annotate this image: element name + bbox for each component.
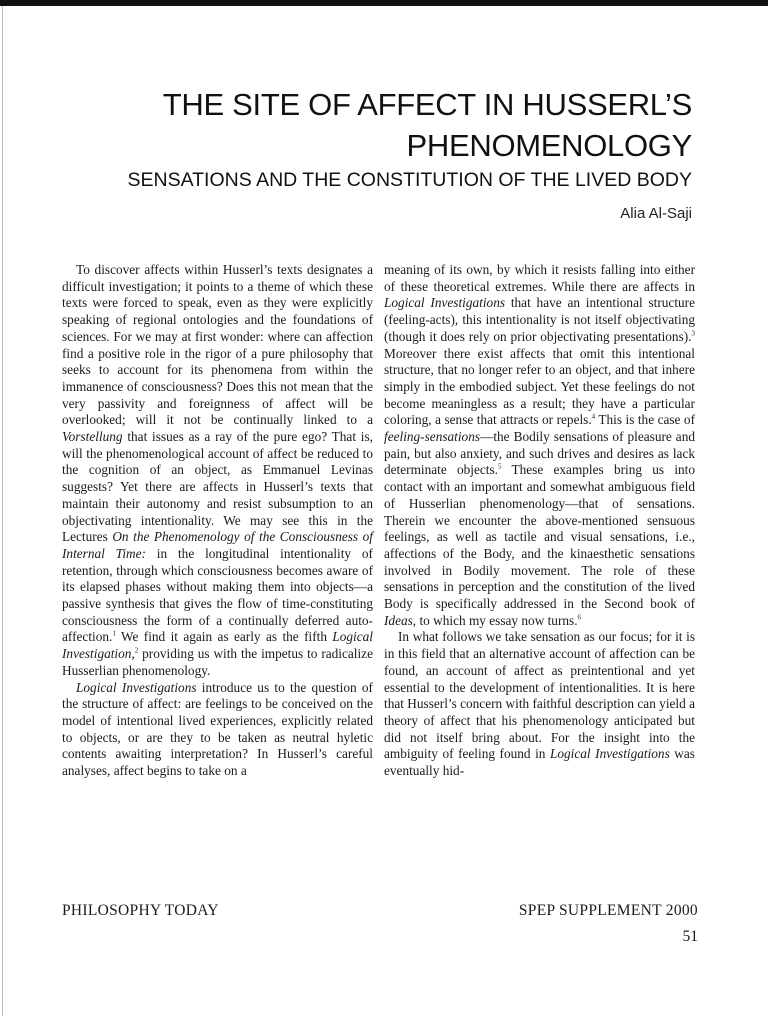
- article-title: [92, 84, 692, 166]
- left-column: [62, 262, 373, 780]
- footnote-marker: 5: [498, 463, 502, 472]
- paragraph: In what follows we take sensation as our focus; for it is in this field that an alternative account of affection can be found, an account of affect as preintentional and yet essential to the development of intentionalities. It is here that Husserl’s concern with faithful description can yield a theory of affect that his phenomenology anticipated but did not itself bring about. For the insight into the ambiguity of feeling found in Logical Investigations was eventually hid-: [384, 629, 695, 779]
- footnote-marker: 6: [577, 613, 582, 622]
- paragraph: meaning of its own, by which it resists falling into either of these theoretical extremes. While there are affects in Logical Investigations that have an intentional structure (feeling-acts), this intentionality is not itself objectivating (though it does rely on prior objectivating presentations).$^3$ Moreover there exist affects that omit this intentional structure, that no longer refer to an object, and that inhere simply in the embodied subject. Yet these feelings do not become meaningless as a result; they have a particular coloring, a sense that attracts or repels.$^4$ This is the case of feeling-sensations—the Bodily sensations of pleasure and pain, but also anxiety, and such drives and desires as lack determinate objects.$^5$ These examples bring us into contact with an important and somewhat ambiguous field of Husserlian phenomenology—that of sensations. Therein we encounter the above-mentioned sensuous feelings, as well as tactile and visual sensations, i.e., affections of the Body, and the kinaesthetic sensations involved in Bodily movement. The role of these sensations in perception and the constitution of the lived Body is specifically addressed in the Second book of Ideas, to which my essay now turns.$^6$: [384, 262, 696, 628]
- author-name: Alia Al-Saji: [620, 205, 692, 222]
- footnote-marker: 3: [691, 329, 695, 338]
- top-border: [0, 0, 768, 6]
- footnote-marker: 4: [591, 412, 596, 421]
- right-column: [384, 262, 695, 780]
- journal-name: PHILOSOPHY TODAY: [62, 902, 219, 919]
- title-line-1: THE SITE OF AFFECT IN HUSSERL’S: [162, 87, 692, 122]
- footnote-marker: 2: [134, 646, 139, 655]
- paragraph: To discover affects within Husserl’s texts designates a difficult investigation; it points to a theme of which these texts were forced to speak, even as they were explicitly speaking of regional ontologies and the foundations of sciences. For we may at first wonder: where can affection find a positive role in the rigor of a pure philosophy that seeks to account for its phenomena from within the immanence of consciousness? Does this not mean that the very passivity and foreignness of affect will be overlooked; will it not be continually linked to a Vorstellung that issues as a ray of the pure ego? That is, will the phenomenological account of affect be reduced to the cognition of an object, as Emmanuel Levinas suggests? Yet there are affects in Husserl’s texts that maintain their autonomy and resist subsumption to an objectivating intentionality. We may see this in the Lectures On the Phenomenology of the Consciousness of Internal Time: in the longitudinal intentionality of retention, through which consciousness becomes aware of its elapsed phases without making them into objects—a passive synthesis that gives the flow of time-constituting consciousness the form of a continually deferred auto-affection.$^1$ We find it again as early as the fifth Logical Investigation,$^2$ providing us with the impetus to radicalize Husserlian phenomenology.: [62, 262, 373, 678]
- footnote-marker: 1: [112, 630, 116, 639]
- article-subtitle: SENSATIONS AND THE CONSTITUTION OF THE LIVED BODY: [127, 169, 692, 191]
- page-edge: [2, 6, 3, 1016]
- page-number: 51: [682, 928, 698, 945]
- title-line-2: PHENOMENOLOGY: [406, 128, 692, 163]
- supplement-label: SPEP SUPPLEMENT 2000: [518, 902, 698, 919]
- paragraph: Logical Investigations introduce us to the question of the structure of affect: are feelings to be conceived on the model of intentional lived experiences, explicitly related to objects, or are they to be taken as neutral hyletic contents awaiting interpretation? In Husserl’s careful analyses, affect begins to take on a: [62, 679, 373, 779]
